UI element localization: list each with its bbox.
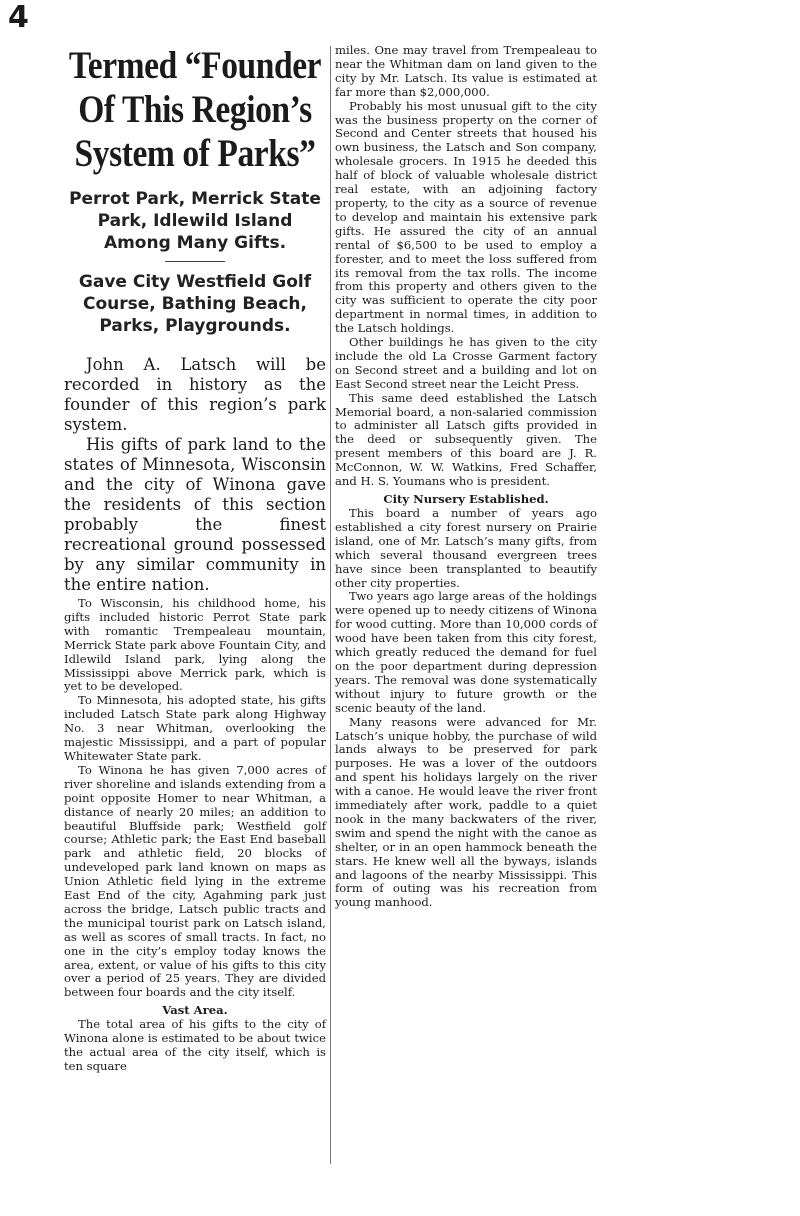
headline-line: Of This Region’s bbox=[78, 88, 312, 131]
section-subhead: City Nursery Established. bbox=[383, 492, 549, 506]
right-column bbox=[335, 44, 597, 910]
newspaper-clipping bbox=[62, 40, 598, 1170]
lead-paragraph: John A. Latsch will be recorded in history as the founder of this region’s park system. bbox=[64, 355, 326, 434]
article-paragraph: The total area of his gifts to the city of Winona alone is estimated to be about twice the actual area of the city itself, which is ten square bbox=[64, 1017, 326, 1073]
lead-paragraph: His gifts of park land to the states of Minnesota, Wisconsin and the city of Winona gave the residents of this section probably the finest recreational ground possessed by any similar community in the entire nation. bbox=[64, 435, 326, 594]
article-paragraph: To Minnesota, his adopted state, his gifts included Latsch State park along Highway No. 3 near Whitman, overlooking the majestic Mississippi, and a part of popular Whitewater State park. bbox=[64, 693, 326, 763]
subheadline-deck-2: Gave City Westfield Golf Course, Bathing Beach, Parks, Playgrounds. bbox=[78, 272, 312, 336]
section-subhead: Vast Area. bbox=[162, 1003, 228, 1018]
article-paragraph: This same deed established the Latsch Memorial board, a non-salaried commission to administer all Latsch gifts provided in the deed or subsequently given. The present members of this board are J. R. McConnon, W. W. Watkins, Fred Schaffer, and H. S. Youmans who is president. bbox=[335, 390, 597, 489]
article-paragraph: miles. One may travel from Trempealeau to near the Whitman dam on land given to the city by Mr. Latsch. Its value is estimated at far more than $2,000,000. bbox=[335, 43, 597, 99]
article-paragraph: To Winona he has given 7,000 acres of river shoreline and islands extending from a point opposite Homer to near Whitman, a distance of nearly 20 miles; an addition to beautiful Bluffside park; Westfield golf course; Athletic park; the East End baseball park and athletic field, 20 blocks of undeveloped park land known on maps as Union Athletic field lying in the extreme East End of the city, Agahming park just across the bridge, Latsch public tracts and the municipal tourist park on Latsch island, as well as scores of small tracts. In fact, no one in the city’s employ today knows the area, extent, or value of his gifts to this city over a period of 25 years. They are divided between four boards and the city itself. bbox=[64, 762, 326, 1000]
article-paragraph: Two years ago large areas of the holdings were opened up to needy citizens of Winona for wood cutting. More than 10,000 cords of wood have been taken from this city forest, which greatly reduced the demand for fuel on the poor department during depression years. The removal was done systematically without injury to future growth or the scenic beauty of the land. bbox=[335, 589, 597, 715]
headline-line: System of Parks” bbox=[74, 132, 316, 175]
article-paragraph: To Wisconsin, his childhood home, his gifts included historic Perrot State park with romantic Trempealeau mountain, Merrick State park above Fountain City, and Idlewild Island park, lying along the Mississippi above Merrick park, which is yet to be developed. bbox=[64, 596, 326, 694]
page-number: 4 bbox=[8, 0, 29, 35]
article-paragraph: Many reasons were advanced for Mr. Latsch’s unique hobby, the purchase of wild lands always to be preserved for park purposes. He was a lover of the outdoors and spent his holidays largely on the river with a canoe. He would leave the river front immediately after work, paddle to a quiet nook in the many backwaters of the river, swim and spend the night with the canoe as shelter, or in an open hammock beneath the stars. He knew well all the byways, islands and lagoons of the nearby Mississippi. This form of outing was his recreation from young manhood. bbox=[335, 714, 597, 910]
deck-divider bbox=[165, 261, 225, 262]
column-rule bbox=[330, 46, 331, 1164]
article-paragraph: This board a number of years ago established a city forest nursery on Prairie island, one of Mr. Latsch’s many gifts, from which several thousand evergreen trees have since been transplanted to beautify other city properties. bbox=[335, 506, 597, 590]
headline-line: Termed “Founder bbox=[68, 44, 322, 87]
subheadline-deck-1: Perrot Park, Merrick State Park, Idlewild Island Among Many Gifts. bbox=[69, 189, 321, 253]
article-paragraph: Probably his most unusual gift to the city was the business property on the corner of Second and Center streets that housed his own business, the Latsch and Son company, wholesale grocers. In 1915 he deeded this half of block of valuable wholesale district real estate, with an adjoining factory property, to the city as a source of revenue to develop and maintain his extensive park gifts. He assured the city of an annual rental of $6,500 to be used to employ a forester, and to meet the loss suffered from its removal from the tax rolls. The income from this property and others given to the city was sufficient to operate the city poor department in normal times, in addition to the Latsch holdings. bbox=[335, 98, 597, 336]
left-column bbox=[64, 44, 326, 1074]
headline bbox=[64, 44, 325, 176]
article-paragraph: Other buildings he has given to the city include the old La Crosse Garment factory on Second street and a building and lot on East Second street near the Leicht Press. bbox=[335, 335, 597, 391]
